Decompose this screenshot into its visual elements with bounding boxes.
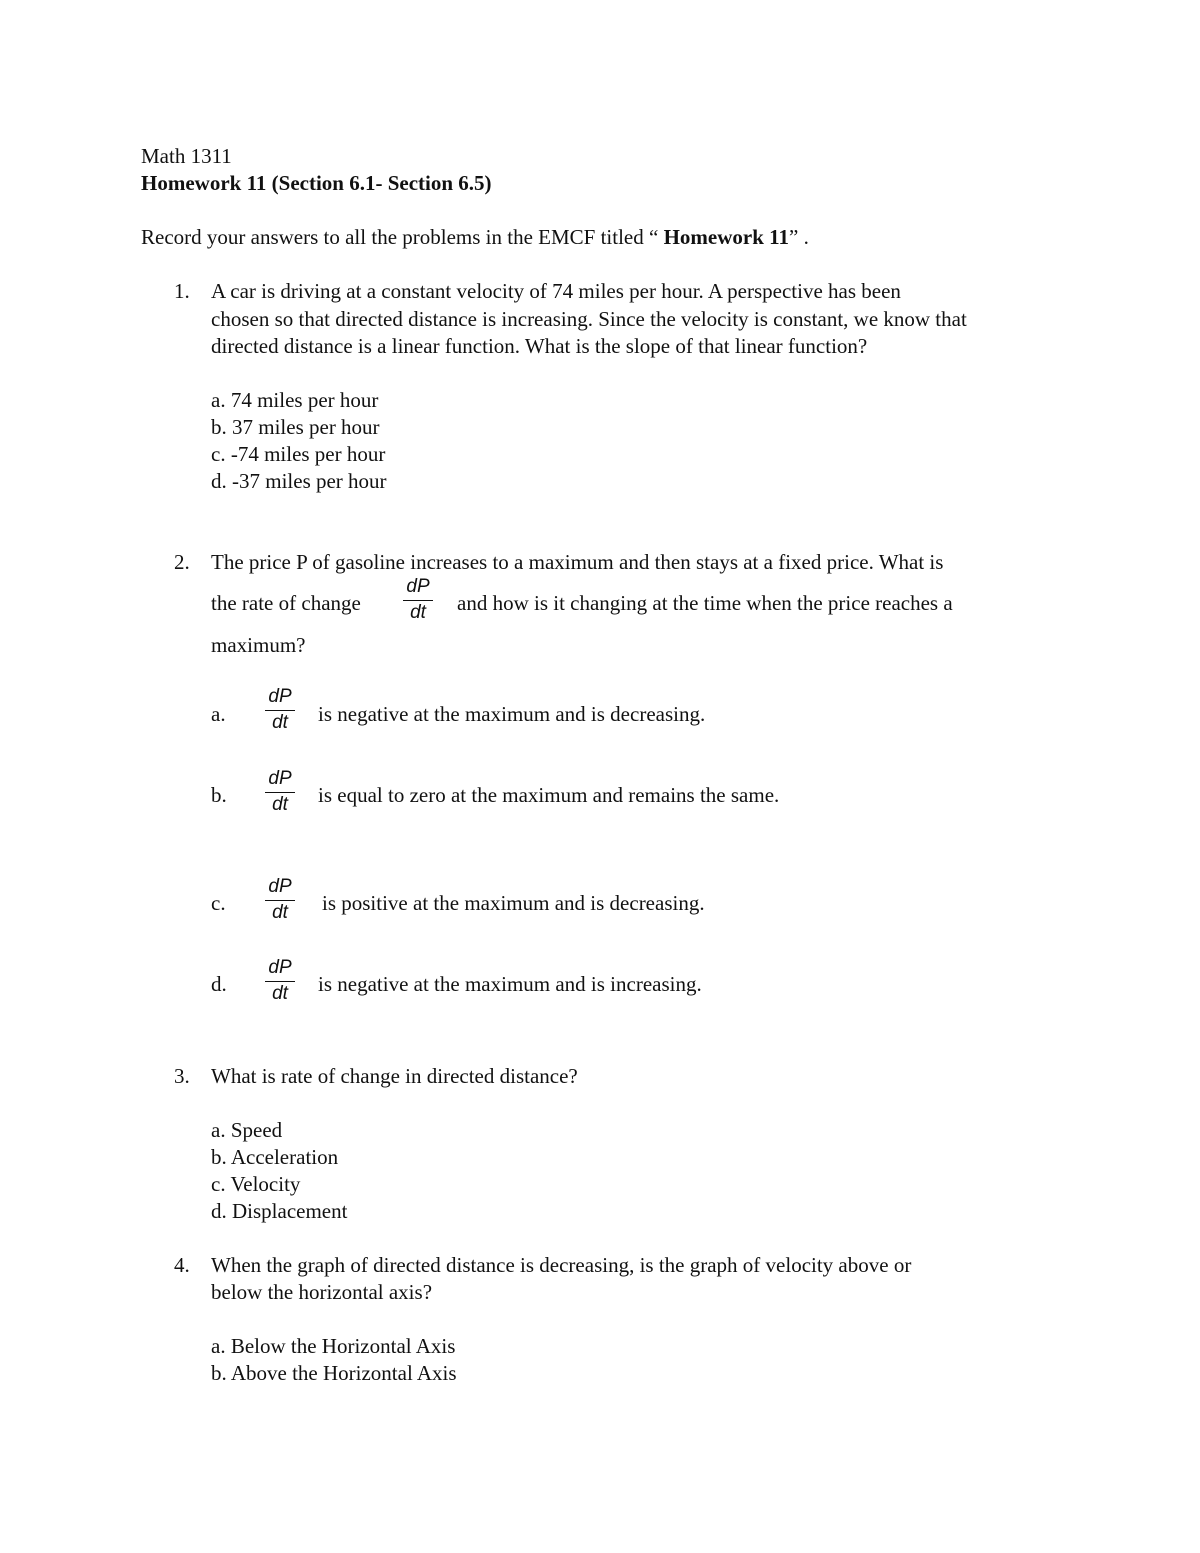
derivative-dp-dt <box>262 686 298 734</box>
derivative-dp-dt <box>262 768 298 816</box>
question-3-option-d: d. Displacement <box>211 1199 348 1223</box>
question-2-text-line: and how is it changing at the time when the price reaches a <box>457 591 953 615</box>
derivative-numerator: dP <box>406 576 430 597</box>
question-4-option-b: b. Above the Horizontal Axis <box>211 1361 457 1385</box>
derivative-denominator: dt <box>272 712 288 733</box>
question-1-option-b: b. 37 miles per hour <box>211 415 380 439</box>
question-2-text-line: the rate of change <box>211 591 361 615</box>
question-1-option-d: d. -37 miles per hour <box>211 469 387 493</box>
question-1-text-line: chosen so that directed distance is increasing. Since the velocity is constant, we know that <box>211 307 967 331</box>
question-4-number: 4. <box>174 1253 190 1277</box>
fraction-bar <box>403 600 433 601</box>
question-4-option-a: a. Below the Horizontal Axis <box>211 1334 456 1358</box>
question-4-text-line: When the graph of directed distance is decreasing, is the graph of velocity above or <box>211 1253 912 1277</box>
question-2-option-c-letter: c. <box>211 891 226 915</box>
question-1-number: 1. <box>174 279 190 303</box>
fraction-bar <box>265 900 295 901</box>
fraction-bar <box>265 710 295 711</box>
derivative-dp-dt <box>400 576 436 624</box>
instructions-post: . <box>798 225 809 249</box>
derivative-denominator: dt <box>272 794 288 815</box>
instructions <box>141 224 809 251</box>
derivative-numerator: dP <box>268 876 292 897</box>
question-2-option-b-letter: b. <box>211 783 227 807</box>
derivative-numerator: dP <box>268 768 292 789</box>
question-3-option-c: c. Velocity <box>211 1172 301 1196</box>
instructions-emcf-name: Homework 11 <box>658 225 789 249</box>
derivative-dp-dt <box>262 876 298 924</box>
question-2-text-line: maximum? <box>211 633 306 657</box>
question-3-number: 3. <box>174 1064 190 1088</box>
question-1-text-line: directed distance is a linear function. What is the slope of that linear function? <box>211 334 868 358</box>
question-2-text-line: The price P of gasoline increases to a maximum and then stays at a fixed price. What is <box>211 550 944 574</box>
question-2-option-a-letter: a. <box>211 702 226 726</box>
fraction-bar <box>265 981 295 982</box>
question-1-text-line: A car is driving at a constant velocity of 74 miles per hour. A perspective has been <box>211 279 901 303</box>
question-4-text-line: below the horizontal axis? <box>211 1280 433 1304</box>
question-2-option-b-text: is equal to zero at the maximum and remains the same. <box>318 783 780 807</box>
derivative-numerator: dP <box>268 686 292 707</box>
derivative-numerator: dP <box>268 957 292 978</box>
derivative-denominator: dt <box>410 602 426 623</box>
instructions-open-quote: “ <box>649 225 659 249</box>
derivative-denominator: dt <box>272 902 288 923</box>
question-2-option-c-text: is positive at the maximum and is decreasing. <box>322 891 705 915</box>
question-3-option-a: a. Speed <box>211 1118 283 1142</box>
question-3-option-b: b. Acceleration <box>211 1145 339 1169</box>
homework-title: Homework 11 (Section 6.1- Section 6.5) <box>141 171 492 195</box>
fraction-bar <box>265 792 295 793</box>
instructions-close-quote: ” <box>788 225 799 249</box>
question-2-number: 2. <box>174 550 190 574</box>
question-1-option-c: c. -74 miles per hour <box>211 442 386 466</box>
question-2-option-a-text: is negative at the maximum and is decreasing. <box>318 702 706 726</box>
question-2-option-d-text: is negative at the maximum and is increasing. <box>318 972 702 996</box>
question-2-option-d-letter: d. <box>211 972 227 996</box>
question-1-option-a: a. 74 miles per hour <box>211 388 379 412</box>
instructions-pre: Record your answers to all the problems in the EMCF titled <box>141 225 649 249</box>
course-name: Math 1311 <box>141 144 232 168</box>
derivative-denominator: dt <box>272 983 288 1004</box>
question-3-text-line: What is rate of change in directed distance? <box>211 1064 578 1088</box>
derivative-dp-dt <box>262 957 298 1005</box>
